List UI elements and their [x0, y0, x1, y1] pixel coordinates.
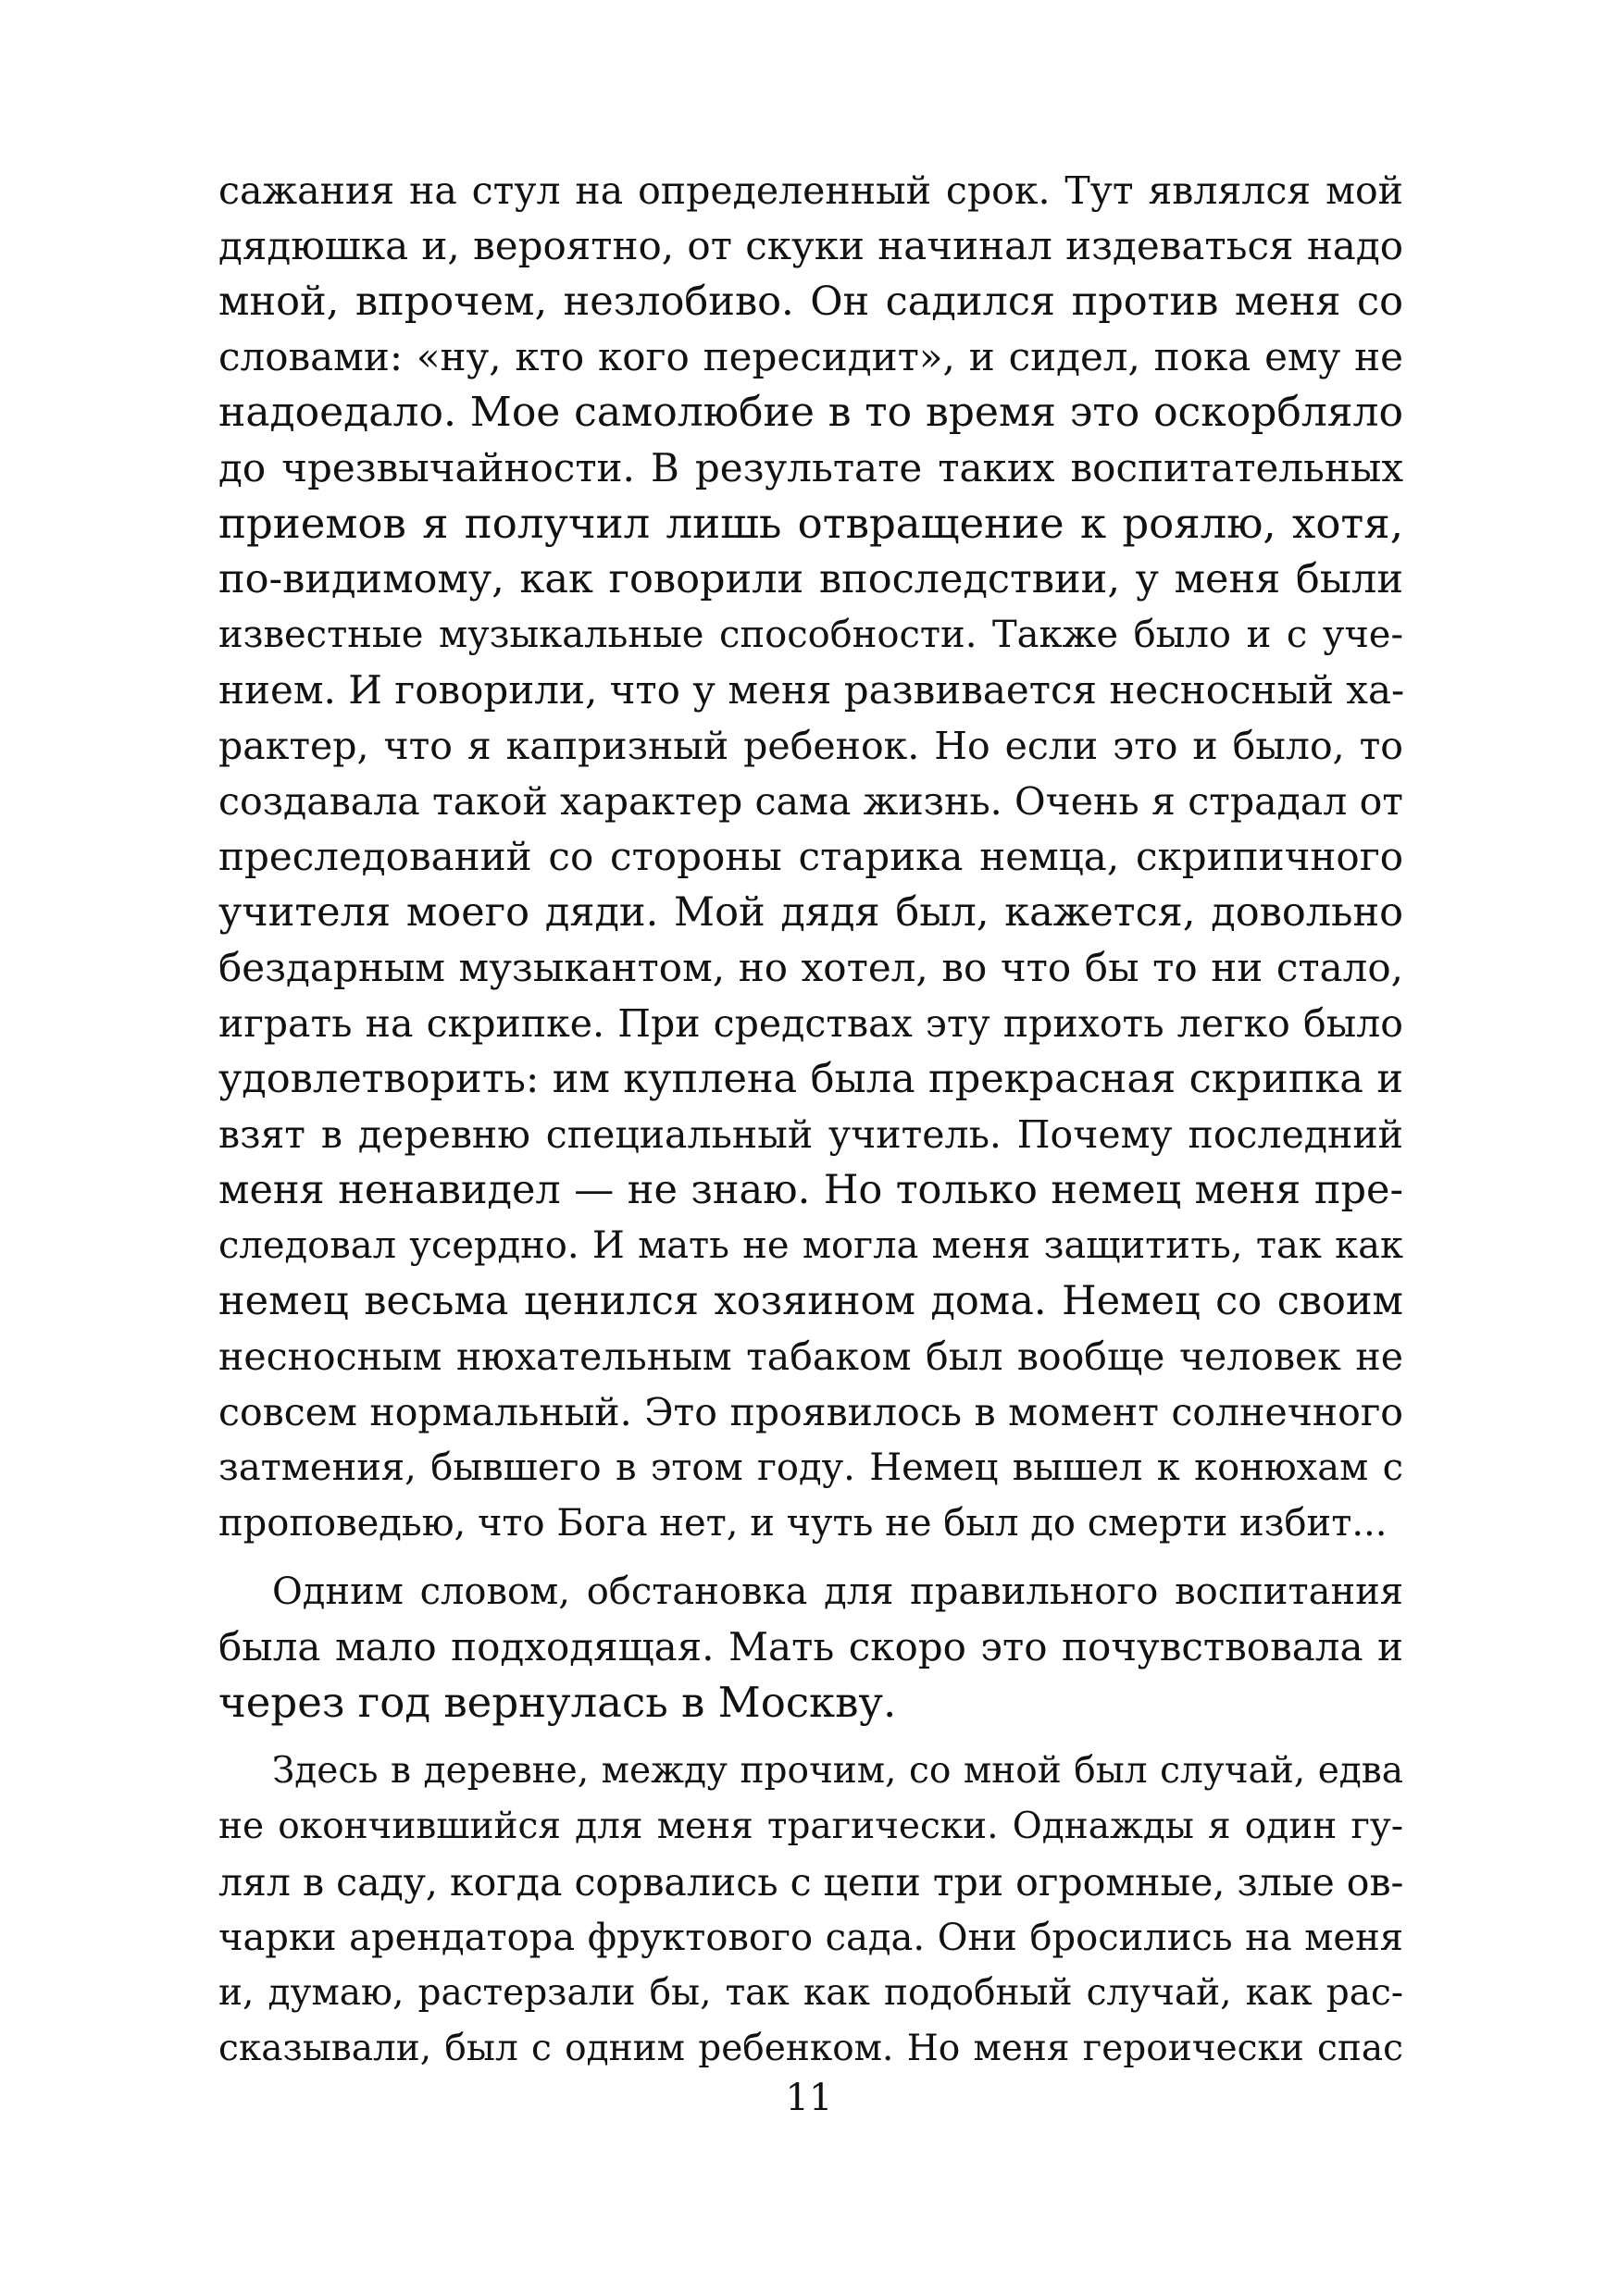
text-line: мной, впрочем, незлобиво. Он садился против меня со — [218, 279, 1403, 325]
text-line: совсем нормальный. Это проявилось в момент солнечного — [218, 1390, 1403, 1434]
text-line: играть на скрипке. При средствах эту прихоть легко было — [218, 1001, 1403, 1046]
text-line: следовал усердно. И мать не могла меня защитить, так как — [218, 1224, 1403, 1267]
text-line: по-видимому, как говорили впоследствии, у меня были — [218, 556, 1403, 602]
text-line: создавала такой характер сама жизнь. Очень я страдал от — [218, 779, 1403, 824]
text-line: преследований со стороны старика немца, скрипичного — [218, 834, 1403, 879]
text-line: известные музыкальные способности. Также было и с уче- — [218, 614, 1403, 656]
text-line: сажания на стул на определенный срок. Тут являлся мой — [218, 168, 1403, 213]
text-line: Здесь в деревне, между прочим, со мной был случай, едва — [272, 1750, 1403, 1792]
paragraph — [218, 1744, 1403, 2077]
text-line: и, думаю, растерзали бы, так как подобный случай, как рас- — [218, 1972, 1403, 2014]
paragraph — [218, 1564, 1403, 1731]
text-line: Одним словом, обстановка для правильного воспитания — [272, 1570, 1403, 1613]
body-text — [218, 163, 1403, 2077]
paragraph — [218, 163, 1403, 1551]
text-line: лял в саду, когда сорвались с цепи три огромные, злые ов- — [218, 1860, 1404, 1905]
text-line: бездарным музыкантом, но хотел, во что бы то ни стало, — [218, 945, 1403, 990]
text-line: удовлетворить: им куплена была прекрасная скрипка и — [218, 1056, 1403, 1102]
text-line: немец весьма ценился хозяином дома. Немец со своим — [218, 1278, 1403, 1324]
text-line: чарки арендатора фруктового сада. Они бросились на меня — [218, 1917, 1403, 1959]
text-line: через год вернулась в Москву. — [218, 1678, 897, 1727]
text-line: сказывали, был с одним ребенком. Но меня героически спас — [218, 2028, 1403, 2069]
paragraph-gap — [218, 1731, 1403, 1744]
text-line: взят в деревню специальный учитель. Почему последний — [218, 1112, 1403, 1157]
text-line: до чрезвычайности. В результате таких воспитательных — [218, 445, 1403, 490]
paragraph-gap — [218, 1551, 1403, 1564]
text-line: дядюшка и, вероятно, от скуки начинал издеваться надо — [218, 223, 1403, 268]
text-line: меня ненавидел — не знаю. Но только немец меня пре- — [218, 1167, 1403, 1213]
text-line: учителя моего дяди. Мой дядя был, кажется, довольно — [218, 889, 1403, 936]
text-line: была мало подходящая. Мать скоро это почувствовала и — [218, 1624, 1403, 1669]
text-line: несносным нюхательным табаком был вообще человек не — [218, 1334, 1403, 1379]
text-line: нием. И говорили, что у меня развивается несносный ха- — [218, 667, 1405, 713]
text-line: затмения, бывшего в этом году. Немец вышел к конюхам с — [218, 1446, 1403, 1489]
text-line: не окончившийся для меня трагически. Однажды я один гу- — [218, 1806, 1403, 1847]
text-line: рактер, что я капризный ребенок. Но если это и было, то — [218, 724, 1403, 768]
text-line: приемов я получил лишь отвращение к роялю, хотя, — [218, 499, 1403, 548]
page-number: 11 — [785, 2077, 833, 2119]
text-line: надоедало. Мое самолюбие в то время это оскорбляло — [218, 389, 1403, 436]
text-line: словами: «ну, кто кого пересидит», и сидел, пока ему не — [218, 334, 1403, 379]
text-line: проповедью, что Бога нет, и чуть не был до смерти избит... — [218, 1502, 1388, 1545]
